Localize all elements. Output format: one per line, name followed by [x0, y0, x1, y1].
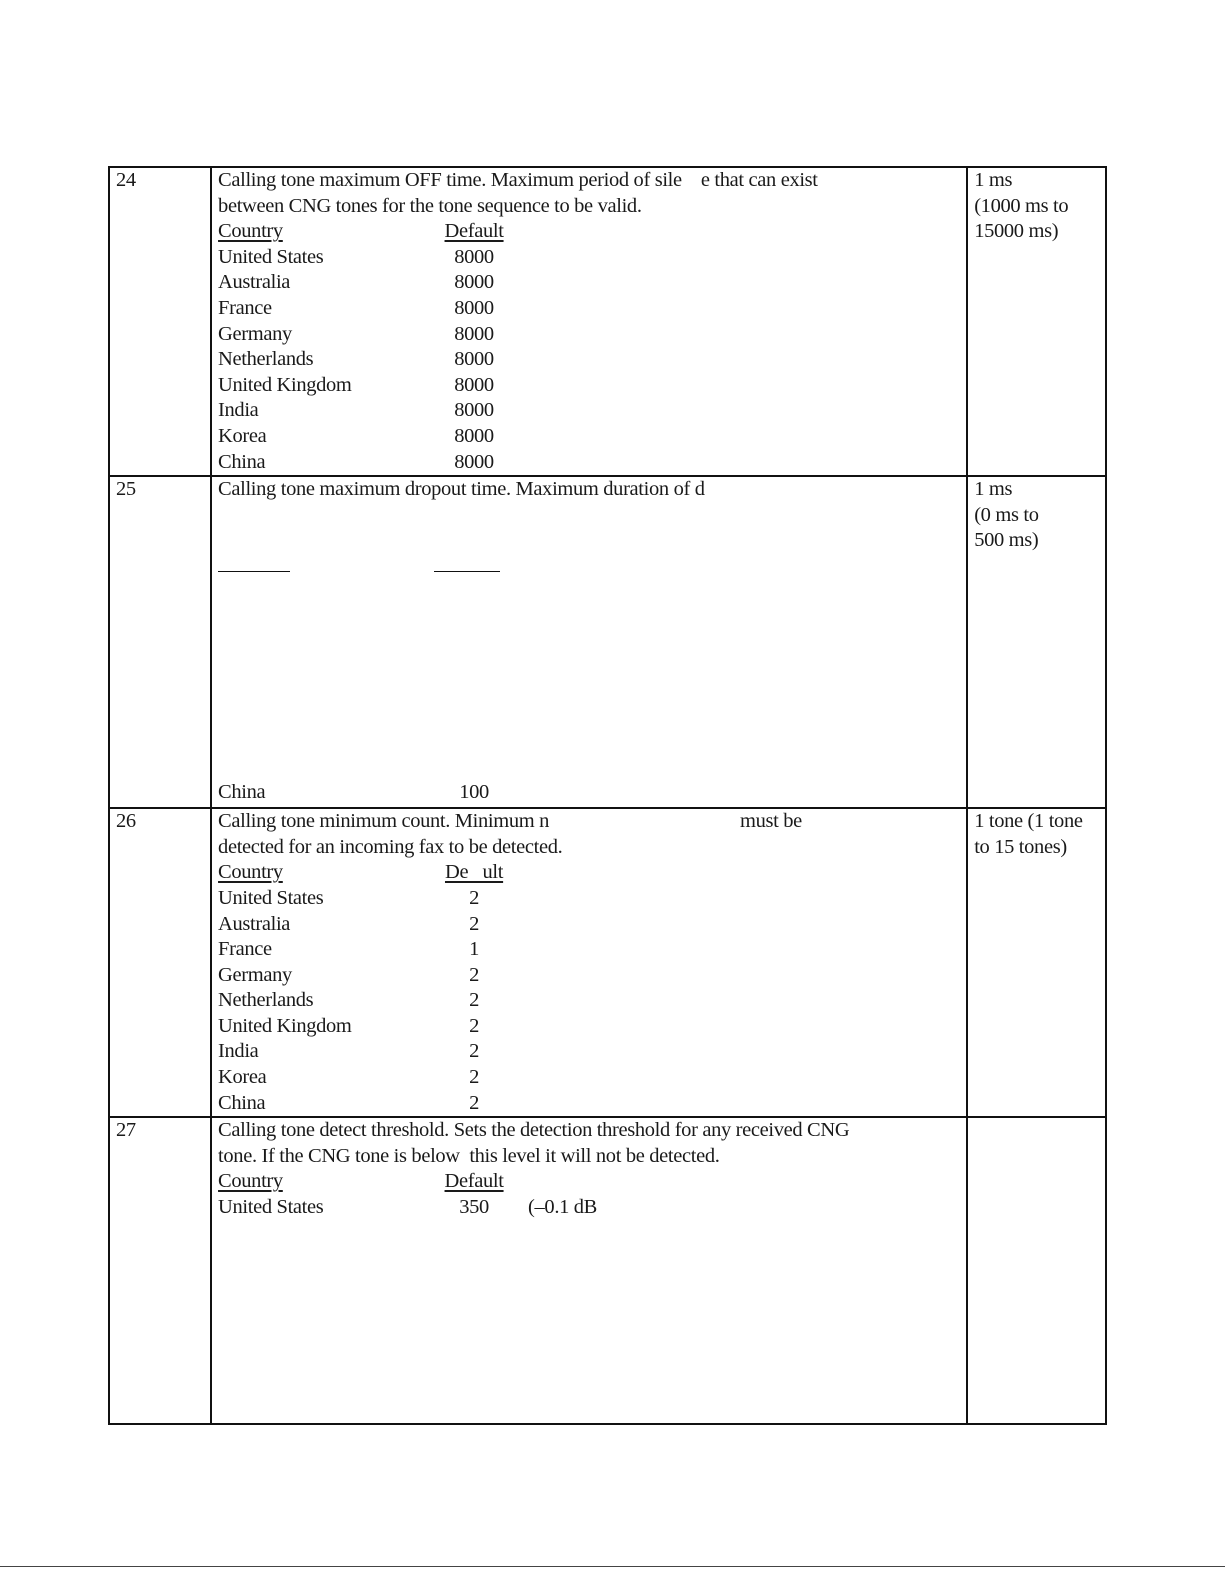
default-value: 8000: [454, 424, 494, 447]
default-value: 2: [469, 1091, 479, 1114]
parameter-table: [108, 166, 1107, 1425]
default-value: 8000: [454, 322, 494, 345]
country-name: France: [218, 938, 272, 961]
table-row: [109, 167, 1106, 476]
param-number: 25: [109, 476, 211, 808]
country-name: Netherlands: [218, 348, 314, 371]
country-row: [218, 270, 966, 296]
default-value: 2: [469, 1066, 479, 1089]
country-name: Australia: [218, 912, 291, 935]
description-line: tone. If the CNG tone is below this level it will not be detected.: [218, 1144, 720, 1167]
country-name: France: [218, 296, 272, 319]
units-line: (1000 ms to: [974, 194, 1069, 217]
country-row: [218, 988, 966, 1014]
country-name: United States: [218, 1196, 324, 1219]
table-row: [109, 476, 1106, 808]
country-row: [218, 398, 966, 424]
country-name: Korea: [218, 424, 267, 447]
country-table-header: [218, 1169, 966, 1195]
country-name: China: [218, 780, 266, 803]
units-line: 500 ms): [974, 529, 1039, 552]
default-value: 2: [469, 1040, 479, 1063]
default-value: 8000: [454, 348, 494, 371]
country-name: United States: [218, 886, 324, 909]
blank-header-rule: [218, 557, 290, 572]
country-name: China: [218, 1091, 266, 1114]
country-header: Country: [218, 220, 283, 243]
country-row: [218, 963, 966, 989]
description-line: Calling tone minimum count. Minimum n must be: [218, 810, 802, 833]
default-value: 2: [469, 989, 479, 1012]
default-value: 8000: [454, 373, 494, 396]
country-row: [218, 912, 966, 938]
param-units: [967, 476, 1106, 808]
description-line: detected for an incoming fax to be detected.: [218, 835, 563, 858]
country-name: Netherlands: [218, 989, 314, 1012]
param-units: [967, 808, 1106, 1117]
blank-header-rule: [434, 557, 500, 572]
country-row: [218, 1039, 966, 1065]
default-value: 350: [459, 1196, 489, 1219]
param-units: [967, 167, 1106, 476]
description-line: Calling tone maximum OFF time. Maximum period of sile e that can exist: [218, 169, 818, 191]
default-value: 100: [459, 780, 489, 803]
country-name: United Kingdom: [218, 373, 352, 396]
country-header: Country: [218, 861, 283, 884]
country-row: [218, 424, 966, 450]
param-number: 27: [109, 1117, 211, 1424]
param-description: [211, 1117, 967, 1424]
units-line: 15000 ms): [974, 220, 1059, 243]
country-row: [218, 373, 966, 399]
param-number: 26: [109, 808, 211, 1117]
units-line: (0 ms to: [974, 503, 1039, 526]
country-name: Australia: [218, 271, 291, 294]
country-row: [218, 347, 966, 373]
description-line: Calling tone detect threshold. Sets the detection threshold for any received CNG: [218, 1119, 850, 1142]
country-table-header: [218, 860, 966, 886]
country-name: Germany: [218, 322, 292, 345]
country-name: United Kingdom: [218, 1014, 352, 1037]
param-description: [211, 808, 967, 1117]
country-row: [218, 780, 514, 806]
country-table-header: [218, 554, 966, 580]
country-name: India: [218, 399, 259, 422]
country-row: [218, 1014, 966, 1040]
units-line: 1 ms: [974, 478, 1013, 501]
default-value: 8000: [454, 271, 494, 294]
default-value: 2: [469, 886, 479, 909]
country-row: [218, 886, 966, 912]
units-line: to 15 tones): [974, 835, 1067, 858]
country-name: China: [218, 450, 266, 473]
description-line: Calling tone maximum dropout time. Maximum duration of d: [218, 478, 705, 501]
country-name: United States: [218, 245, 324, 268]
country-table-header: [218, 219, 966, 245]
default-value: 8000: [454, 245, 494, 268]
default-value: 8000: [454, 399, 494, 422]
default-value: 2: [469, 963, 479, 986]
page-bottom-rule: [0, 1566, 1225, 1567]
default-value: 2: [469, 912, 479, 935]
units-line: 1 tone (1 tone: [974, 810, 1083, 833]
country-name: India: [218, 1040, 259, 1063]
param-units: [967, 1117, 1106, 1424]
country-row: [218, 245, 966, 271]
country-row: [218, 296, 966, 322]
country-name: Germany: [218, 963, 292, 986]
param-number: 24: [109, 167, 211, 476]
country-row: [218, 322, 966, 348]
param-description: [211, 167, 967, 476]
units-line: 1 ms: [974, 169, 1013, 191]
default-header: Default: [444, 1170, 504, 1193]
default-value: 8000: [454, 450, 494, 473]
default-value: 2: [469, 1014, 479, 1037]
default-unit: (–0.1 dB: [528, 1196, 597, 1219]
country-row: [218, 937, 966, 963]
country-row: [218, 1195, 966, 1221]
description-line: between CNG tones for the tone sequence to be valid.: [218, 194, 642, 217]
param-description: [211, 476, 967, 808]
country-row: [218, 450, 966, 476]
country-header: Country: [218, 1170, 283, 1193]
default-value: 1: [469, 938, 479, 961]
default-header: De ult: [444, 861, 504, 884]
default-value: 8000: [454, 296, 494, 319]
country-name: Korea: [218, 1066, 267, 1089]
default-header: Default: [444, 220, 504, 243]
table-row: [109, 808, 1106, 1117]
table-row: [109, 1117, 1106, 1424]
country-row: [218, 1065, 966, 1091]
country-row: [218, 1091, 966, 1117]
